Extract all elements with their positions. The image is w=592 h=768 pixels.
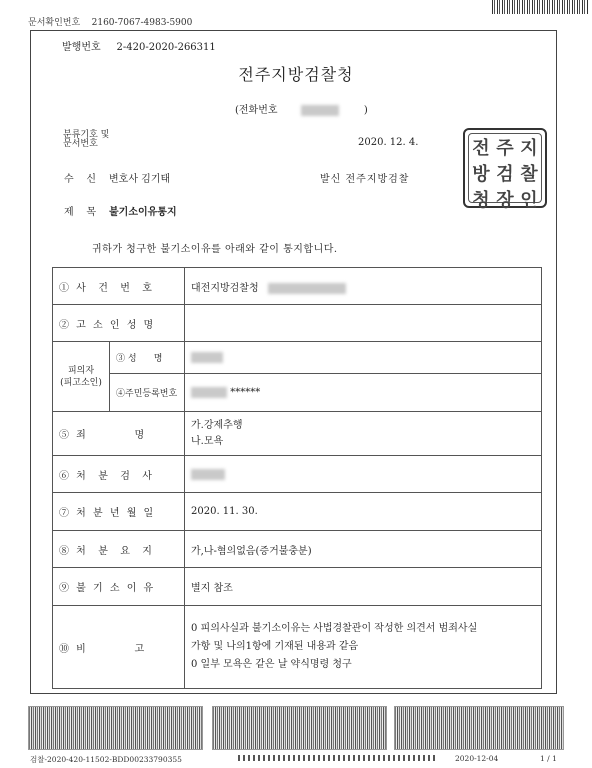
classification-label-line1: 분류기호 및 [63,130,110,140]
disposal-date-label: ⑦ 처 분 년 월 일 [53,493,185,531]
case-number-label: ① 사 건 번 호 [53,268,185,305]
document-confirmation [28,15,192,28]
table-row [53,374,542,412]
disposal-gist-value: 가,나-혐의없음(증거불충분) [185,531,542,568]
official-seal [463,128,547,211]
seal-char: 주 [496,138,514,159]
issue-label: 발행번호 [62,42,101,53]
rrn-redacted [191,387,227,398]
reason-label: ⑨ 불 기 소 이 유 [53,568,185,606]
office-title: 전주지방검찰청 [238,65,354,84]
charge-value: 가.강제추행 [191,419,243,431]
phone-prefix: (전화번호 [235,105,278,116]
charge-label: ⑤ 죄 명 [53,412,185,456]
remarks-line: 가항 및 나의1항에 기재된 내용과 같음 [191,641,359,652]
prosecutor-label: ⑥ 처 분 검 사 [53,456,185,493]
seal-char: 인 [520,190,538,211]
office-phone [235,101,368,116]
rrn-masked: ****** [230,387,261,398]
footer-doc-id: 검찰-2020-420-11502-BDD00233790355 [30,755,182,764]
sender: 발신 전주지방검찰 [320,174,410,185]
prosecutor-redacted [191,469,225,480]
charge-value: 나.모욕 [191,435,224,447]
name-label: ③ 성 명 [110,342,185,374]
phone-suffix: ) [363,105,368,116]
issue-value: 2-420-2020-266311 [116,42,216,53]
document-date: 2020. 12. 4. [358,137,419,148]
name-redacted [191,352,223,363]
disposal-gist-label: ⑧ 처 분 요 지 [53,531,185,568]
remarks-line: 0 피의사실과 불기소이유는 사법경찰관이 작성한 의견서 범죄사실 [191,623,478,634]
seal-char: 전 [472,138,490,159]
recipient-label: 수 신 [64,174,97,185]
remarks-line: 0 일부 모욕은 같은 날 약식명령 청구 [191,659,352,670]
seal-char: 방 [472,164,490,185]
suspect-label-line1: 피의자 [67,365,95,376]
case-number-cell [185,268,542,305]
name-cell [185,342,542,374]
complainant-value [185,305,542,342]
seal-char: 지 [520,138,538,159]
rrn-label: ④주민등록번호 [110,374,185,412]
reason-value: 별지 참조 [185,568,542,606]
seal-char: 장 [496,190,514,211]
intro-text: 귀하가 청구한 불기소이유를 아래와 같이 통지합니다. [92,244,338,255]
table-row [53,305,542,342]
table-row [53,412,542,456]
footer-page: 1 / 1 [540,754,557,763]
barcode-strip [394,706,564,750]
suspect-label [53,342,110,412]
table-row [53,268,542,305]
case-number-value: 대전지방검찰청 [191,282,259,294]
top-barcode [492,0,588,14]
phone-redacted [301,105,339,116]
barcode-strip [212,706,387,750]
table-row [53,568,542,606]
footer-dots [238,755,438,761]
barcode-strip [28,706,203,750]
seal-char: 검 [496,164,514,185]
charge-values [185,412,542,456]
doc-confirm-label: 문서확인번호 [28,18,81,28]
seal-char: 찰 [520,164,538,185]
suspect-label-line2: (피고소인) [60,377,102,388]
recipient-name: 변호사 김기태 [109,174,171,185]
seal-chars [468,133,542,211]
table-row [53,456,542,493]
doc-confirm-number: 2160-7067-4983-5900 [91,18,193,28]
table-row [53,531,542,568]
footer-date: 2020-12-04 [455,754,499,763]
notice-table [52,267,542,689]
rrn-cell [185,374,542,412]
table-row [53,606,542,689]
classification-label-line2: 문서번호 [63,139,98,149]
prosecutor-cell [185,456,542,493]
remarks-values [185,606,542,689]
disposal-date-value: 2020. 11. 30. [185,493,542,531]
table-row [53,493,542,531]
classification-label [63,131,109,149]
issue-number [62,38,216,53]
subject-label: 제 목 [64,207,97,218]
seal-char: 청 [472,190,490,211]
complainant-label: ② 고 소 인 성 명 [53,305,185,342]
remarks-label: ⑩ 비 고 [53,606,185,689]
table-row [53,342,542,374]
subject: 불기소이유통지 [109,207,177,218]
case-number-redacted [268,283,346,294]
